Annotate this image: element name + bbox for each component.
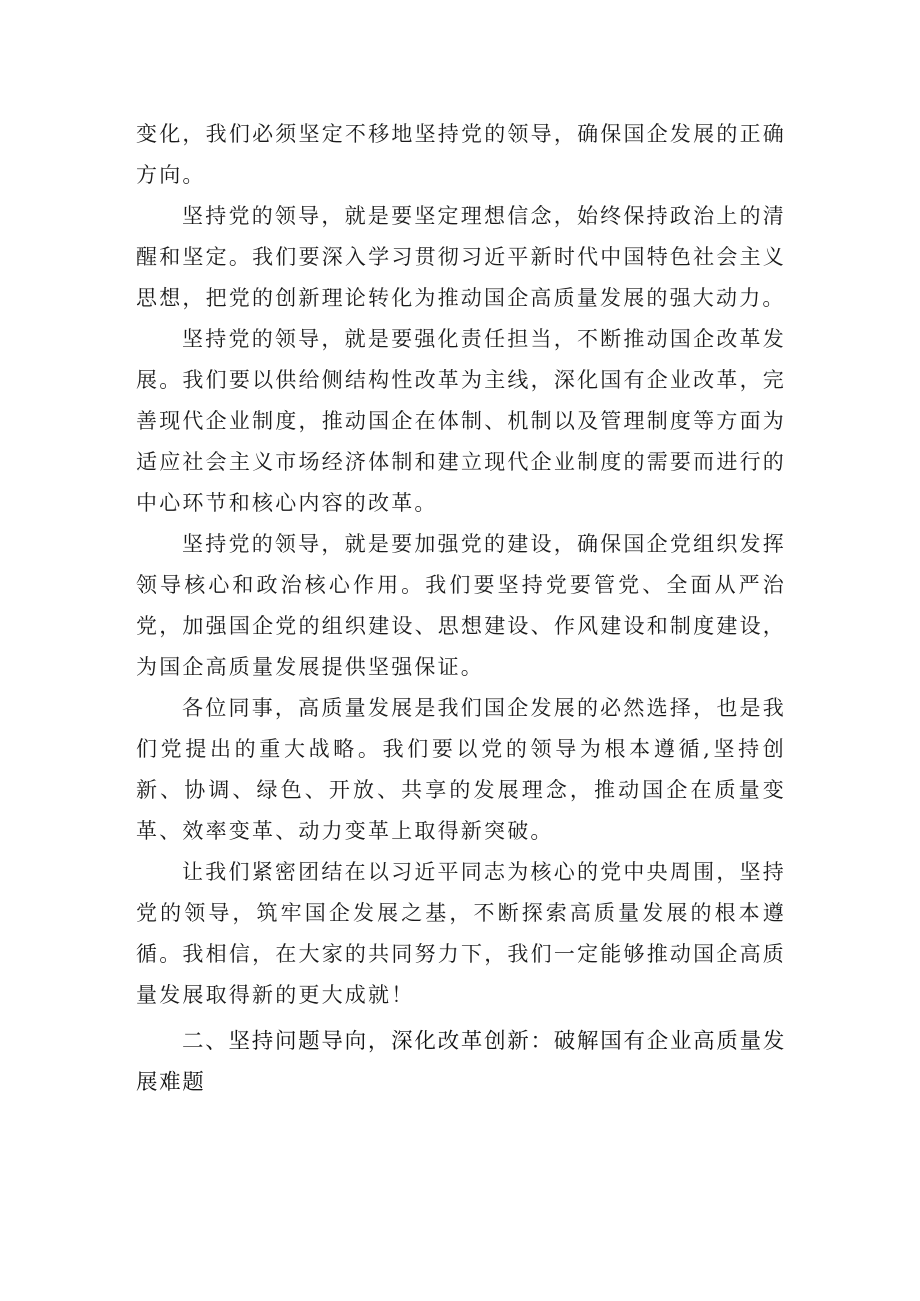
- paragraph: 坚持党的领导，就是要坚定理想信念，始终保持政治上的清醒和坚定。我们要深入学习贯彻习近平新时代中国特色社会主义思想，把党的创新理论转化为推动国企高质量发展的强大动力。: [136, 204, 786, 310]
- paragraph-continuation: 变化，我们必须坚定不移地坚持党的领导，确保国企发展的正确方向。: [136, 122, 786, 187]
- section-heading: 二、坚持问题导向，深化改革创新：破解国有企业高质量发展难题: [136, 1029, 786, 1095]
- paragraph: 让我们紧密团结在以习近平同志为核心的党中央周围，坚持党的领导，筑牢国企发展之基，不断探索高质量发展的根本遵循。我相信，在大家的共同努力下，我们一定能够推动国企高质量发展取得新的更大成就！: [136, 860, 786, 1007]
- paragraph: 各位同事，高质量发展是我们国企发展的必然选择，也是我们党提出的重大战略。我们要以党的领导为根本遵循,坚持创新、协调、绿色、开放、共享的发展理念，推动国企在质量变革、效率变革、动力变革上取得新突破。: [136, 696, 786, 843]
- paragraph: 坚持党的领导，就是要强化责任担当，不断推动国企改革发展。我们要以供给侧结构性改革为主线，深化国有企业改革，完善现代企业制度，推动国企在体制、机制以及管理制度等方面为适应社会主义市场经济体制和建立现代企业制度的需要而进行的中心环节和核心内容的改革。: [136, 327, 786, 515]
- document-body: [136, 114, 786, 1103]
- paragraph: 坚持党的领导，就是要加强党的建设，确保国企党组织发挥领导核心和政治核心作用。我们要坚持党要管党、全面从严治党，加强国企党的组织建设、思想建设、作风建设和制度建设，为国企高质量发展提供坚强保证。: [136, 532, 786, 679]
